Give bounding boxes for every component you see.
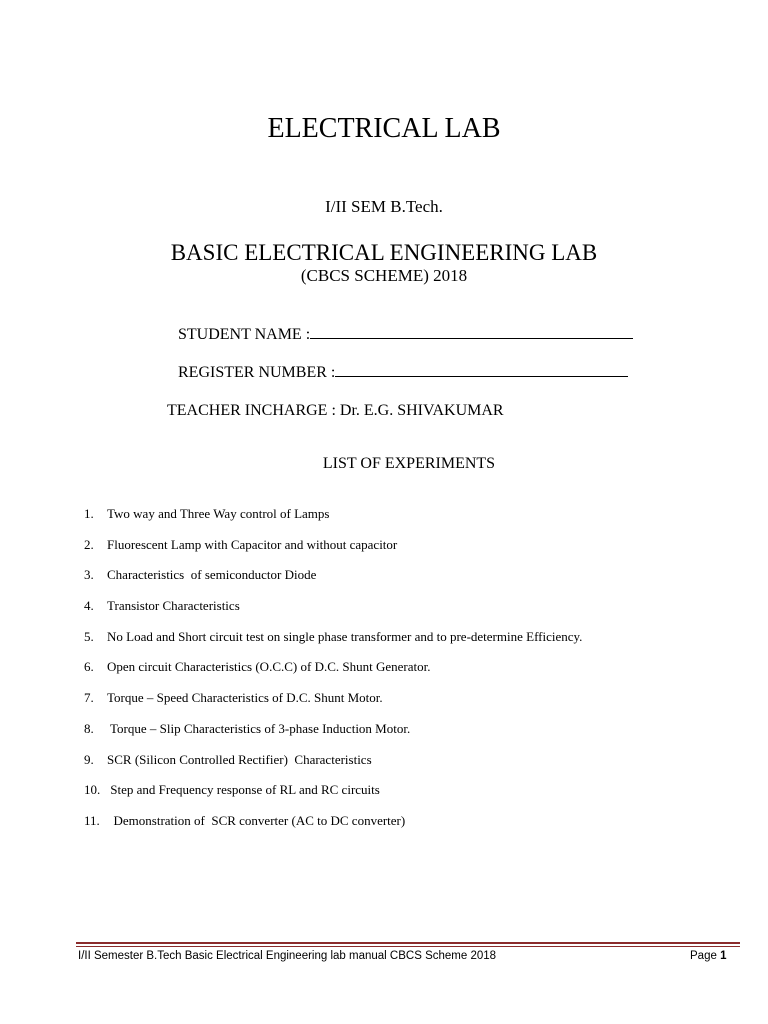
list-item [84, 782, 582, 813]
item-number: 5. [84, 628, 94, 644]
student-name-label: STUDENT NAME : [178, 326, 311, 343]
semester-label: I/II SEM B.Tech. [325, 197, 443, 216]
list-item [84, 506, 582, 537]
item-text: Step and Frequency response of RL and RC circuits [107, 782, 380, 798]
list-item [84, 813, 582, 844]
list-item [84, 537, 582, 568]
experiments-list [84, 506, 582, 844]
list-item [84, 567, 582, 598]
student-name-field [178, 326, 633, 344]
footer-rule-thick [76, 942, 740, 944]
list-item [84, 690, 582, 721]
experiments-heading: LIST OF EXPERIMENTS [322, 455, 496, 472]
item-number: 2. [84, 536, 94, 552]
item-text: SCR (Silicon Controlled Rectifier) Characteristics [107, 751, 372, 767]
register-number-field [178, 364, 628, 382]
item-number: 7. [84, 690, 94, 706]
footer-rule-thin [76, 946, 740, 947]
register-number-label: REGISTER NUMBER : [178, 364, 336, 381]
list-item [84, 598, 582, 629]
item-number: 8. [84, 720, 94, 736]
item-number: 1. [84, 506, 94, 521]
item-text: Fluorescent Lamp with Capacitor and without capacitor [107, 536, 398, 552]
item-text: Demonstration of SCR converter (AC to DC converter) [107, 812, 406, 828]
list-item [84, 629, 582, 660]
item-text: Torque – Speed Characteristics of D.C. Shunt Motor. [107, 690, 383, 706]
footer-text: I/II Semester B.Tech Basic Electrical Engineering lab manual CBCS Scheme 2018 [78, 950, 497, 962]
page-number [690, 950, 726, 962]
scheme-label: (CBCS SCHEME) 2018 [300, 266, 468, 285]
page-label: Page [690, 950, 717, 962]
student-name-blank-line [310, 337, 633, 339]
list-item [84, 659, 582, 690]
item-text: Open circuit Characteristics (O.C.C) of D.C. Shunt Generator. [107, 659, 431, 675]
item-number: 3. [84, 567, 94, 583]
item-text: Torque – Slip Characteristics of 3-phase Induction Motor. [107, 720, 411, 736]
item-text: Characteristics of semiconductor Diode [107, 567, 317, 583]
item-text: No Load and Short circuit test on single phase transformer and to pre-determine Efficiency. [107, 628, 583, 644]
document-title: ELECTRICAL LAB [267, 113, 501, 144]
teacher-incharge: TEACHER INCHARGE : Dr. E.G. SHIVAKUMAR [167, 402, 504, 419]
course-title: BASIC ELECTRICAL ENGINEERING LAB [170, 240, 598, 265]
item-number: 9. [84, 751, 94, 767]
item-text: Transistor Characteristics [107, 598, 240, 614]
register-number-blank-line [335, 375, 628, 377]
item-number: 11. [84, 812, 100, 828]
item-number: 10. [84, 782, 101, 798]
item-text: Two way and Three Way control of Lamps [107, 506, 330, 521]
item-number: 4. [84, 598, 94, 614]
page-number-value: 1 [720, 950, 727, 962]
item-number: 6. [84, 659, 94, 675]
list-item [84, 721, 582, 752]
list-item [84, 752, 582, 783]
